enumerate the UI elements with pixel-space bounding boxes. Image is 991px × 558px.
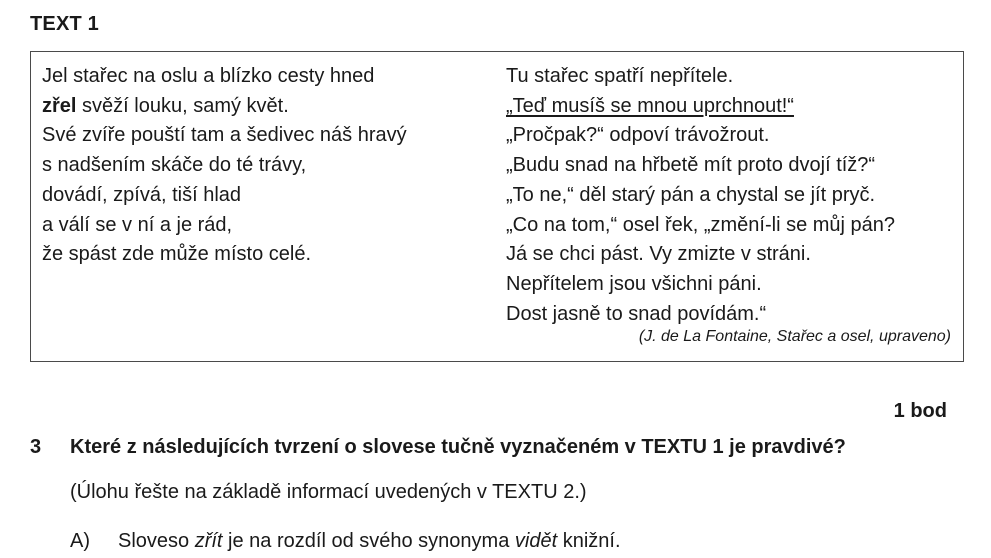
poem-line: dovádí, zpívá, tiší hlad — [42, 183, 242, 206]
poem-line-text: svěží louku, samý květ. — [82, 94, 289, 117]
poem-line: a válí se v ní a je rád, — [42, 213, 233, 236]
option-text-part: knižní. — [557, 530, 621, 552]
option-a[interactable] — [70, 530, 621, 553]
poem-line: Nepřítelem jsou všichni páni. — [506, 272, 762, 295]
poem-line: Dost jasně to snad povídám.“ — [506, 302, 767, 325]
question-note: (Úlohu řešte na základě informací uvedených v TEXTU 2.) — [70, 481, 587, 503]
poem-right-column — [506, 62, 895, 329]
poem-line: Jel stařec na oslu a blízko cesty hned — [42, 65, 375, 87]
option-italic-word: vidět — [514, 530, 558, 552]
poem-box — [30, 51, 964, 362]
poem-line: „Co na tom,“ osel řek, „změní-li se můj pán? — [506, 213, 896, 236]
option-italic-word: zřít — [194, 530, 223, 552]
poem-line: s nadšením skáče do té trávy, — [42, 154, 307, 177]
poem-line: „To ne,“ děl starý pán a chystal se jít pryč. — [506, 183, 876, 206]
bold-verb: zřel — [42, 94, 77, 117]
option-letter: A) — [70, 530, 90, 552]
poem-line: „Budu snad na hřbetě mít proto dvojí tíž?“ — [506, 154, 876, 177]
question-text: Které z následujících tvrzení o slovese tučně vyznačeném v TEXTU 1 je pravdivé? — [70, 436, 846, 458]
option-text-part: Sloveso — [118, 530, 195, 552]
poem-line: „Pročpak?“ odpoví trávožrout. — [506, 124, 770, 147]
text-heading: TEXT 1 — [30, 13, 99, 35]
citation: (J. de La Fontaine, Stařec a osel, upraveno) — [638, 328, 951, 345]
poem-line: Své zvíře pouští tam a šedivec náš hravý — [42, 124, 407, 147]
poem-line — [42, 92, 407, 122]
poem-line: Tu stařec spatří nepřítele. — [506, 65, 734, 87]
option-text-part: je na rozdíl od svého synonyma — [222, 530, 515, 552]
poem-line: Já se chci pást. Vy zmizte v stráni. — [506, 243, 811, 266]
poem-line-underlined: „Teď musíš se mnou uprchnout!“ — [506, 94, 794, 117]
poem-left-column — [42, 62, 407, 270]
poem-line: že spást zde může místo celé. — [42, 243, 312, 266]
points-label: 1 bod — [893, 400, 947, 422]
question-number: 3 — [30, 436, 42, 458]
